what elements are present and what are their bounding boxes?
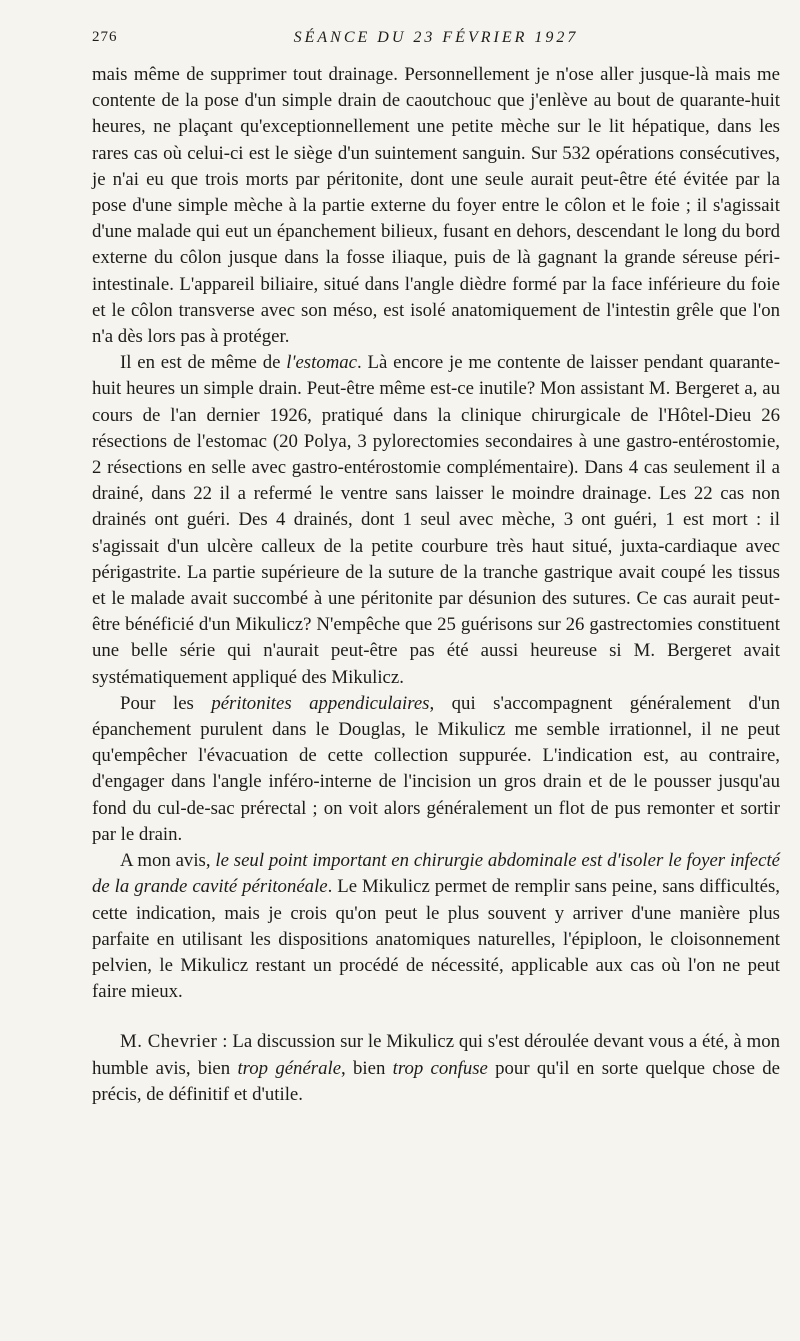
- paragraph-4-before: A mon avis,: [120, 850, 216, 872]
- running-head: SÉANCE DU 23 FÉVRIER 1927: [293, 29, 579, 46]
- paragraph-3-emphasis: péritonites appendiculaires: [211, 692, 430, 714]
- paragraph-2-after: . Là encore je me contente de laisser pendant quarante-huit heures un simple drain. Peut-être même est-ce inutile? Mon assistant M. Bergeret a, au cours de l'an dernier 1926, pratiqué dans la clinique chirurgicale de l'Hôtel-Dieu 26 résections de l'estomac (20 Polya, 3 pylorectomies secondaires à une gastro-entérostomie, 2 résections en selle avec gastro-entérostomie complémentaire). Dans 4 cas seulement il a drainé, dans 22 il a refermé le ventre sans laisser le moindre drainage. Les 22 cas non drainés ont guéri. Des 4 drainés, dont 1 seul avec mèche, 3 ont guéri, 1 est mort : il s'agissait d'un ulcère calleux de la petite courbure très haut situé, juxta-cardiaque avec périgastrite. La partie supérieure de la suture de la tranche gastrique avait coupé les tissus et le malade avait succombé à une péritonite par désunion des sutures. Ce cas aurait peut-être bénéficié d'un Mikulicz? N'empêche que 25 guérisons sur 26 gastrectomies constituent une belle série qui n'aurait peut-être pas été aussi heureuse si M. Bergeret avait systématiquement appliqué des Mikulicz.: [92, 352, 780, 688]
- body-text: [92, 62, 780, 1108]
- paragraph-5-emphasis-2: trop confuse: [392, 1057, 488, 1079]
- paragraph-1-text: mais même de supprimer tout drainage. Personnellement je n'ose aller jusque-là mais me contente de la pose d'un simple drain de caoutchouc que j'enlève au bout de quarante-huit heures, ne plaçant qu'exceptionnellement une petite mèche sur le lit hépatique, dans les rares cas où celui-ci est le siège d'un suintement sanguin. Sur 532 opérations consécutives, je n'ai eu que trois morts par péritonite, dont une seule aurait peut-être été évitée par la pose d'une simple mèche à la partie externe du foyer entre le côlon et le foie ; il s'agissait d'une malade qui eut un épanchement bilieux, fusant en dehors, descendant le long du bord externe du côlon jusque dans la fosse iliaque, puis de là gagnant la grande séreuse péri-intestinale. L'appareil biliaire, situé dans l'angle dièdre formé par la face inférieure du foie et le côlon transverse avec son méso, est isolé anatomiquement de l'intestin grêle que l'on n'a dès lors pas à protéger.: [92, 64, 780, 348]
- paragraph-3-after: , qui s'accompagnent généralement d'un épanchement purulent dans le Douglas, le Mikulicz me semble irrationnel, il ne peut qu'empêcher l'évacuation de cette collection suppurée. L'indication est, au contraire, d'engager dans l'angle inféro-interne de l'incision un gros drain et de le pousser jusqu'au fond du cul-de-sac prérectal ; on voit alors généralement un flot de pus remonter et sortir par le drain.: [92, 692, 780, 845]
- paragraph-3: [92, 691, 780, 848]
- paragraph-3-before: Pour les: [120, 692, 212, 714]
- paragraph-gap: [92, 1005, 780, 1029]
- paragraph-5: [92, 1029, 780, 1108]
- page-number: 276: [92, 29, 118, 45]
- paragraph-2-before: Il en est de même de: [120, 352, 287, 374]
- paragraph-2-emphasis: l'estomac: [286, 352, 358, 374]
- paragraph-1: [92, 62, 780, 350]
- paragraph-2: [92, 350, 780, 691]
- paragraph-5-emphasis-1: trop générale: [237, 1057, 342, 1079]
- paragraph-5-part2: , bien: [341, 1057, 393, 1079]
- paragraph-4-emphasis: le seul point important en chirurgie abdominale est d'isoler le foyer infecté de la grande cavité péritonéale: [92, 850, 780, 898]
- paragraph-4: [92, 848, 780, 1005]
- paragraph-5-part3: pour qu'il en sorte quelque chose de précis, de définitif et d'utile.: [92, 1057, 780, 1105]
- page-header: [92, 29, 780, 53]
- paragraph-5-part1: : La discussion sur le Mikulicz qui s'est déroulée devant vous a été, à mon humble avis, bien: [92, 1031, 780, 1079]
- paragraph-4-after: . Le Mikulicz permet de remplir sans peine, sans difficultés, cette indication, mais je crois qu'on peut le plus souvent y arriver d'une manière plus parfaite en utilisant les dispositions anatomiques naturelles, l'épiploon, le cloisonnement pelvien, le Mikulicz restant un procédé de nécessité, applicable aux cas où l'on ne peut faire mieux.: [92, 876, 780, 1003]
- speaker-name: M. Chevrier: [120, 1031, 218, 1053]
